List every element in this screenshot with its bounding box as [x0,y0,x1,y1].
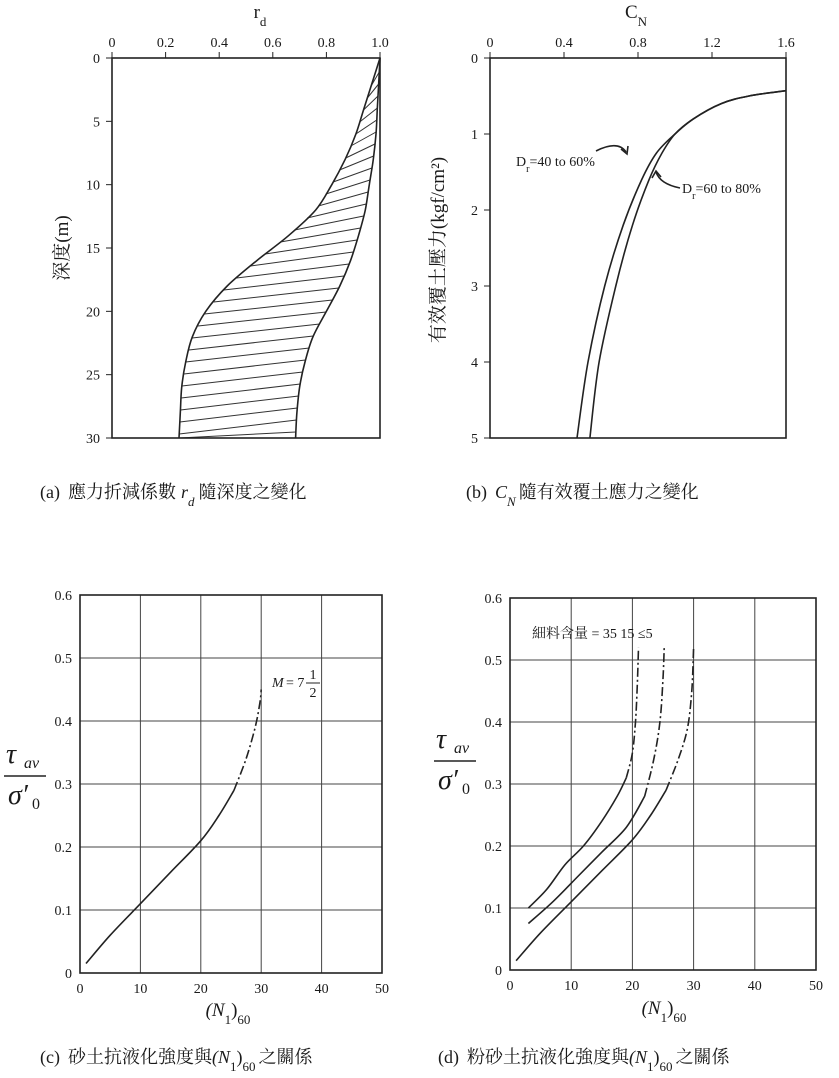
panel-c-x-tick-label: 40 [314,982,329,997]
panel-b-y-axis-label: 有效覆土壓力(kgf/cm²) [428,156,449,344]
panel-a-hatch-line [346,144,375,158]
panel-d-y-tick-label: 0 [495,964,502,979]
panel-a-x-tick-label: 0.4 [210,36,228,51]
panel-a-upper-bound-curve [296,58,380,438]
panel-a-hatched-band [179,72,379,438]
panel-b-plot-frame [490,58,786,438]
panel-b-y-tick-label: 5 [471,432,478,447]
panel-d-x-axis-label: $(N_1)_{60}$ [641,998,687,1025]
panel-a-hatch-line [189,336,313,350]
panel-c-y-axis-label [4,739,46,813]
panel-b-curve-dr-40-60 [577,91,786,438]
panel-b-y-ticks [471,52,490,447]
panel-d-silty-sand [434,592,823,1074]
panel-a-x-ticks [109,36,389,58]
panel-b-x-tick-label: 1.6 [777,36,795,51]
panel-a-y-tick-label: 15 [86,242,100,257]
panel-d-y-tick-label: 0.4 [484,716,502,731]
panel-a-y-tick-label: 20 [86,305,100,321]
panel-a-x-axis-label: $r_d$ [253,2,267,29]
panel-a-hatch-line [179,432,296,438]
svg-text:M: M [272,676,284,691]
panel-a-caption: (a) 應力折減係數 $r_d$ 隨深度之變化 [40,482,307,509]
panel-c-clean-sand [4,589,389,1074]
panel-a-hatch-line [180,408,298,422]
panel-b-x-tick-label: 0.8 [629,36,647,51]
panel-b-cn-vs-stress [427,2,795,509]
svg-text:= 7: = 7 [286,676,305,691]
panel-a-hatch-line [186,348,310,362]
panel-d-caption: (d) 粉砂土抗液化強度與$(N_1)_{60}$ 之關係 [438,1047,730,1074]
panel-a-x-tick-label: 1.0 [371,36,389,51]
panel-d-y-ticks [485,592,503,979]
panel-a-hatch-line [192,324,320,338]
panel-c-x-tick-label: 30 [254,982,269,997]
panel-d-curve-fines-5-dashed [666,648,694,791]
svg-text:σ′: σ′ [438,765,458,796]
panel-a-hatch-line [224,276,344,290]
svg-text:1: 1 [309,668,317,683]
panel-d-x-tick-label: 50 [809,979,823,994]
panel-a-lower-bound-curve [179,58,380,438]
svg-text:0: 0 [32,796,40,813]
panel-a-hatch-line [295,216,364,230]
panel-c-x-tick-label: 0 [76,982,84,997]
panel-a-y-tick-label: 30 [86,432,100,447]
panel-b-label-dr-60-80: $D_r=60$ to 80% [682,182,761,202]
panel-a-y-tick-label: 10 [86,178,100,194]
panel-b-x-tick-label: 0.4 [555,36,573,51]
panel-c-y-tick-label: 0 [65,967,72,982]
panel-a-hatch-line [182,372,303,386]
panel-d-grid [510,598,816,970]
panel-a-hatch-line [265,240,357,254]
panel-b-y-tick-label: 0 [471,52,478,67]
panel-b-y-tick-label: 2 [471,204,478,219]
panel-a-y-ticks [86,52,112,447]
panel-d-y-tick-label: 0.6 [484,592,502,607]
svg-text:τ: τ [436,724,447,755]
panel-b-x-tick-label: 0 [486,36,494,51]
panel-a-x-tick-label: 0 [108,36,116,51]
panel-c-y-tick-label: 0.2 [54,841,72,856]
panel-c-x-tick-label: 10 [133,982,148,997]
panel-d-fines-content-label: 細料含量 = 35 15 ≤5 [532,627,653,642]
panel-d-y-axis-label [434,724,476,798]
panel-b-y-tick-label: 1 [471,128,478,143]
panel-d-y-tick-label: 0.1 [484,902,502,917]
panel-a-hatch-line [184,360,306,374]
panel-c-caption: (c) 砂土抗液化強度與$(N_1)_{60}$ 之關係 [40,1047,313,1074]
panel-c-y-tick-label: 0.6 [54,589,72,604]
panel-c-y-ticks [55,589,73,982]
panel-c-x-tick-label: 20 [193,982,208,997]
panel-c-y-tick-label: 0.3 [54,778,72,793]
panel-a-x-tick-label: 0.2 [156,36,175,51]
panel-a-hatch-line [340,156,374,170]
panel-c-curve-dashed [234,690,261,791]
panel-a-hatch-line [198,312,326,326]
panel-b-x-ticks [487,36,795,58]
svg-text:τ: τ [6,739,17,770]
panel-a-hatch-line [214,288,339,302]
panel-a-x-tick-label: 0.6 [264,36,282,51]
panel-a-y-tick-label: 0 [93,52,100,67]
panel-a-y-axis-label: 深度(m) [52,215,73,281]
panel-b-x-tick-label: 1.2 [703,36,721,51]
panel-b-curve-dr-60-80 [590,91,786,438]
panel-a-hatch-line [181,384,300,398]
panel-d-curve-fines-5-solid [516,790,666,961]
panel-b-y-tick-label: 3 [471,280,478,295]
panel-d-x-ticks [507,979,824,994]
panel-a-hatch-line [307,204,366,218]
panel-b-label-dr-40-60: $D_r=40$ to 60% [516,155,595,175]
panel-a-hatch-line [280,228,360,242]
panel-a-plot-frame [112,58,380,438]
panel-d-y-tick-label: 0.5 [484,654,502,669]
panel-c-y-tick-label: 0.5 [54,652,72,667]
panel-d-x-tick-label: 10 [564,979,579,994]
panel-a-x-tick-label: 0.8 [317,36,336,51]
svg-text:2: 2 [309,686,317,701]
panel-b-x-axis-label: $C_N$ [624,2,648,29]
panel-d-x-tick-label: 30 [686,979,701,994]
panel-a-y-tick-label: 5 [93,115,100,131]
panel-a-rd-vs-depth [40,2,389,509]
panel-c-x-tick-label: 50 [375,982,389,997]
panel-d-x-tick-label: 0 [506,979,514,994]
panel-d-y-tick-label: 0.2 [484,840,502,855]
panel-c-grid [80,595,382,973]
panel-b-y-tick-label: 4 [471,356,478,371]
svg-text:av: av [454,740,470,757]
panel-d-x-tick-label: 40 [747,979,762,994]
panel-d-x-tick-label: 20 [625,979,640,994]
panel-a-hatch-line [180,396,298,410]
panel-a-y-tick-label: 25 [86,368,100,384]
panel-c-x-axis-label: $(N_1)_{60}$ [205,1000,251,1027]
panel-c-y-tick-label: 0.1 [54,904,72,919]
panel-c-magnitude-label [271,668,320,701]
panel-d-y-tick-label: 0.3 [484,778,502,793]
panel-a-hatch-line [204,300,332,314]
svg-text:σ′: σ′ [8,780,28,811]
panel-c-x-ticks [77,982,390,997]
panel-b-caption: (b) $C_N$ 隨有效覆土應力之變化 [466,482,699,509]
panel-a-hatch-line [179,420,296,434]
panel-d-curve-fines-15-solid [528,796,644,923]
svg-text:0: 0 [462,781,470,798]
panel-c-curve-solid [86,790,234,963]
panel-c-y-tick-label: 0.4 [54,715,72,730]
svg-text:av: av [24,755,40,772]
